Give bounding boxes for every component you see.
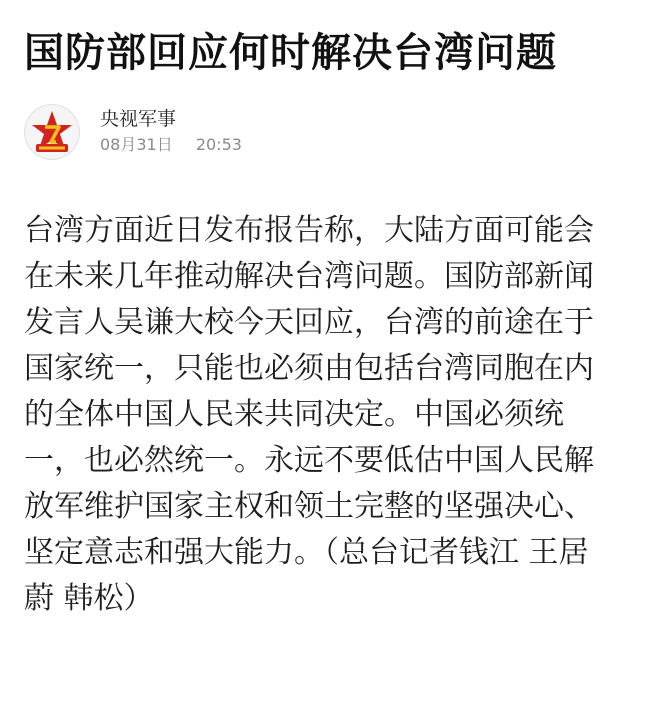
body-line: 国家统一，只能也必须由包括台湾同胞在内	[24, 351, 594, 386]
article-body	[24, 208, 638, 622]
body-line: 蔚 韩松）	[24, 581, 154, 616]
post-date: 08月31日	[100, 135, 173, 154]
body-line: 坚定意志和强大能力。（总台记者钱江 王居	[24, 535, 589, 570]
author-avatar[interactable]	[24, 104, 80, 160]
body-line: 的全体中国人民来共同决定。中国必须统	[24, 397, 564, 432]
body-line: 在未来几年推动解决台湾问题。国防部新闻	[24, 259, 594, 294]
post-meta	[100, 134, 242, 156]
cctv-military-logo-icon	[25, 105, 79, 159]
article-title: 国防部回应何时解决台湾问题	[24, 30, 557, 76]
post-time: 20:53	[195, 135, 242, 154]
author-row[interactable]	[24, 104, 624, 160]
body-line: 放军维护国家主权和领土完整的坚强决心、	[24, 489, 594, 524]
body-line: 台湾方面近日发布报告称，大陆方面可能会	[24, 213, 594, 248]
author-name[interactable]: 央视军事	[100, 108, 177, 130]
body-line: 一，也必然统一。永远不要低估中国人民解	[24, 443, 594, 478]
body-line: 发言人吴谦大校今天回应，台湾的前途在于	[24, 305, 594, 340]
